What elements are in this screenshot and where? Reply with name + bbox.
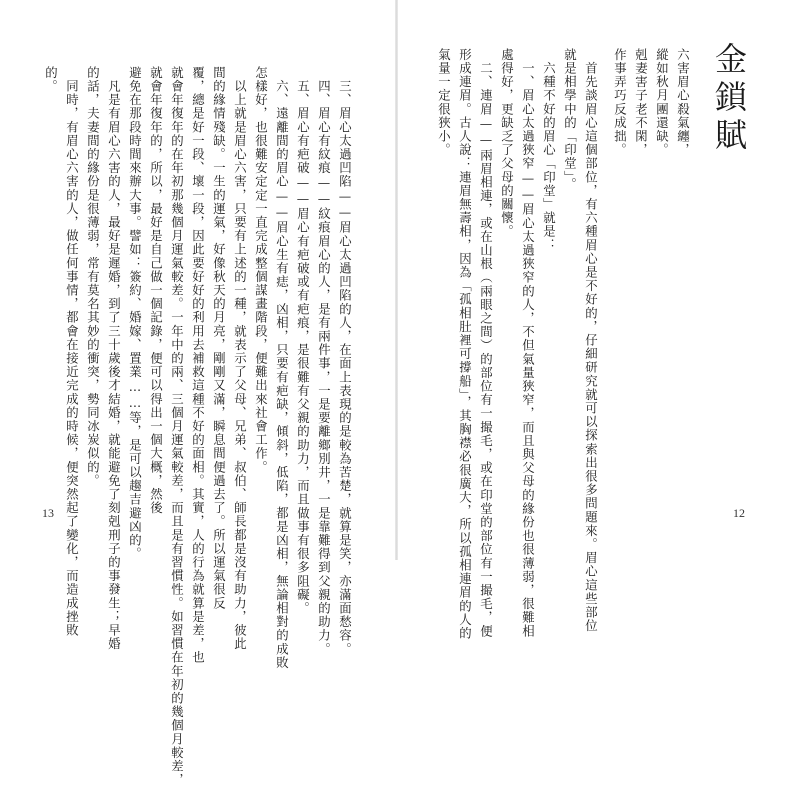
verse-line: 剋妻害子老不閑，: [633, 48, 649, 157]
page-number: 12: [733, 506, 745, 520]
body-text-line: 三、眉心太過凹陷——眉心太過凹陷的人，在面上表現的是較為苦楚，就算是笑，亦滿面愁容。: [337, 66, 353, 656]
verse-line: 作事弄巧反成拙。: [612, 48, 628, 157]
body-text-line: 一、眉心太過狹窄——眉心太過狹窄的人，不但氣量狹窄，而且與父母的緣份也很薄弱，很難相: [520, 48, 536, 638]
body-text-line: 五、眉心有疤破——眉心有疤破或有疤痕，是很難有父親的助力，而且做事有很多阻礙。: [295, 66, 311, 616]
body-text-line: 就會年復年的在年初那幾個月運氣較差。一年中的兩、三個月運氣較差，而且是有習慣性。如習慣在年初的幾個月較差，: [169, 66, 185, 787]
body-text-line: 的。: [43, 66, 59, 94]
book-gutter: [395, 0, 398, 560]
verse-line: 縱如秋月團還缺。: [654, 48, 670, 157]
body-text-line: 首先談眉心這個部位，有六種眉心是不好的，仔細研究就可以探索出很多問題來。眉心這些部位: [583, 48, 599, 633]
page-number: 13: [42, 506, 54, 520]
body-text-line: 二、連眉——兩眉相連，或在山根（兩眼之間）的部位有一撮毛，或在印堂的部位有一撮毛，便: [478, 48, 494, 638]
body-text-line: 處得好，更缺乏了父母的關懷。: [499, 48, 515, 239]
body-text-line: 怎樣好，也很難安定定一直完成整個謀畫階段，便難出來社會工作。: [253, 66, 269, 474]
body-text-line: 覆，總是好一段、壞一段，因此要好好的利用去補救這種不好的面相。其實，人的行為就算是差，也: [190, 66, 206, 665]
body-text-line: 同時，有眉心六害的人，做任何事情，都會在接近完成的時候，便突然起了變化，而造成挫敗: [64, 66, 80, 638]
body-text-line: 避免在那段時間來辦大事。譬如：簽約、婚嫁、置業……等，是可以趨吉避凶的。: [127, 66, 143, 561]
body-text-line: 六、遠離間的眉心——眉心生有痣，凶相，只要有疤缺，傾斜，低陷，都是凶相，無論相對的成敗: [274, 66, 290, 670]
body-text-line: 六種不好的眉心「印堂」就是：: [541, 48, 557, 252]
body-text-line: 就會年復年的，所以，最好是自己做一個記錄，便可以得出一個大概，然後: [148, 66, 164, 515]
body-text-line: 凡是有眉心六害的人，最好是遲婚，到了三十歲後才結婚，就能避免了刻剋刑子的事發生；早婚: [106, 66, 122, 651]
body-text-line: 四、眉心有紋痕——紋痕眉心的人，是有兩件事，一是要離鄉別井，一是靠難得到父親的助力。: [316, 66, 332, 656]
chapter-title: 金鎖賦: [710, 42, 748, 156]
verse-line: 六害眉心殺氣纏，: [675, 48, 691, 157]
body-text-line: 的話，夫妻間的緣份是很薄弱，常有莫名其妙的衝突，勢同冰炭似的。: [85, 66, 101, 488]
body-text-line: 氣量一定很狹小。: [436, 48, 452, 157]
body-text-line: 形成連眉。古人說：連眉無壽相，因為「孤相肚裡可撐船」，其胸襟必很廣大，所以孤相連眉的人的: [457, 48, 473, 641]
body-text-line: 間的緣情殘缺。一生的運氣，好像秋天的月亮，剛剛又滿，瞬息間便過去了。所以運氣很反: [211, 66, 227, 610]
body-text-line: 就是相學中的「印堂」。: [562, 48, 578, 192]
body-text-line: 以上就是眉心六害，只要有上述的一種，就表示了父母、兄弟、叔伯、師長都是沒有助力，彼此: [232, 66, 248, 651]
